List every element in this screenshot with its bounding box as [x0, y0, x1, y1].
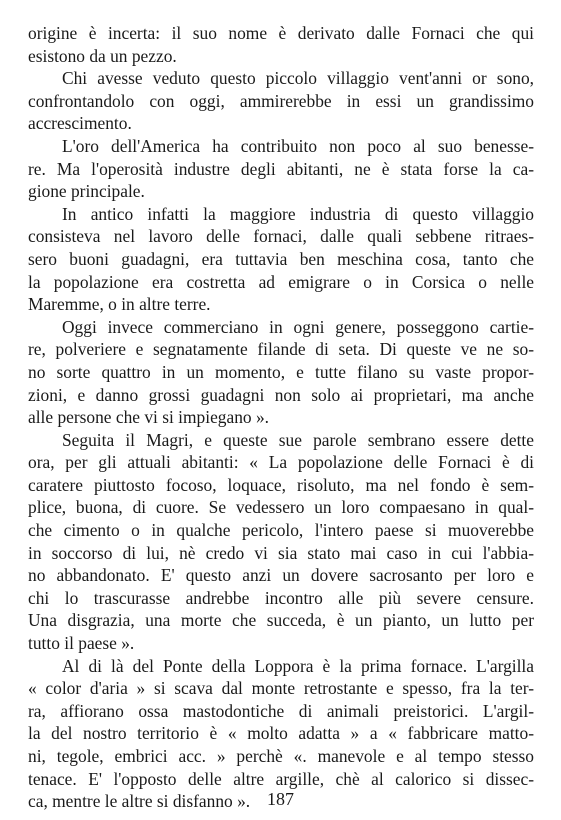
paragraph-5: [28, 316, 534, 429]
text-line: Chi avesse veduto questo piccolo villaggio vent'anni or sono,: [62, 68, 534, 89]
text-line: « color d'aria » si scava dal monte retrostante e spesso, fra la ter-: [28, 678, 534, 699]
text-line: zioni, e danno grossi guadagni non solo ai proprietari, ma anche: [28, 384, 534, 405]
text-line: ni, tegole, embrici acc. » perchè «. manevole e al tempo stesso: [28, 746, 534, 766]
text-line: confrontandolo con oggi, ammirerebbe in essi un grandissimo: [28, 90, 534, 111]
paragraph-4: [28, 203, 534, 316]
text-line: esistono da un pezzo.: [28, 45, 177, 66]
text-line: In antico infatti la maggiore industria di questo villaggio: [62, 203, 534, 224]
paragraph-3: [28, 135, 534, 203]
paragraph-6: [28, 429, 534, 655]
text-line: no sorte quattro in un momento, e tutte filano su vaste propor-: [28, 361, 534, 382]
text-line: gione principale.: [28, 181, 145, 202]
text-line: ora, per gli attuali abitanti: « La popolazione delle Fornaci è di: [28, 452, 534, 473]
page-number: 187: [267, 789, 294, 809]
text-line: sero buoni guadagni, era tuttavia ben meschina cosa, tanto che: [28, 248, 534, 269]
paragraph-2: [28, 67, 534, 135]
text-line: re, polveriere e segnatamente filande di seta. Di queste ve ne so-: [28, 339, 534, 360]
text-line: ca, mentre le altre si disfanno ».: [28, 791, 251, 812]
text-line: la popolazione era costretta ad emigrare o in Corsica o nelle: [28, 271, 534, 292]
text-line: Al di là del Ponte della Loppora è la prima fornace. L'argilla: [62, 655, 534, 676]
text-line: accrescimento.: [28, 113, 132, 134]
text-line: Oggi invece commerciano in ogni genere, posseggono cartie-: [62, 316, 534, 337]
text-line: ra, affiorano ossa mastodontiche di animali preistorici. L'argil-: [28, 700, 534, 721]
book-page: [28, 22, 534, 813]
text-line: la del nostro territorio è « molto adatta » a « fabbricare matto-: [28, 723, 534, 744]
text-line: plice, buona, di cuore. Se vedessero un loro compaesano in qual-: [28, 497, 534, 518]
paragraph-1: [28, 22, 534, 67]
text-line: chi lo trascurasse andrebbe incontro alle più severe censure.: [28, 587, 534, 608]
text-line: tenace. E' l'opposto delle altre argille, chè al calorico si dissec-: [28, 768, 534, 789]
text-line: re. Ma l'operosità industre degli abitanti, ne è stata forse la ca-: [28, 158, 534, 179]
text-line: consisteva nel lavoro delle fornaci, dalle quali sebbene ritraes-: [28, 226, 534, 247]
text-line: alle persone che vi si impiegano ».: [28, 407, 269, 428]
text-line: no abbandonato. E' questo anzi un dovere sacrosanto per loro e: [28, 565, 534, 586]
text-line: tutto il paese ».: [28, 633, 135, 654]
text-line: Maremme, o in altre terre.: [28, 294, 211, 315]
text-line: origine è incerta: il suo nome è derivato dalle Fornaci che qui: [28, 23, 534, 43]
text-line: Una disgrazia, una morte che succeda, è un pianto, un lutto per: [28, 610, 534, 631]
text-line: che cimento o in qualche pericolo, l'intero paese si muoverebbe: [28, 520, 534, 541]
text-line: caratere piuttosto focoso, loquace, risoluto, ma nel fondo è sem-: [28, 474, 534, 495]
text-line: L'oro dell'America ha contribuito non poco al suo benesse-: [62, 135, 534, 156]
text-line: Seguita il Magri, e queste sue parole sembrano essere dette: [62, 429, 534, 450]
text-line: in soccorso di lui, nè credo vi sia stato mai caso in cui l'abbia-: [28, 542, 534, 563]
